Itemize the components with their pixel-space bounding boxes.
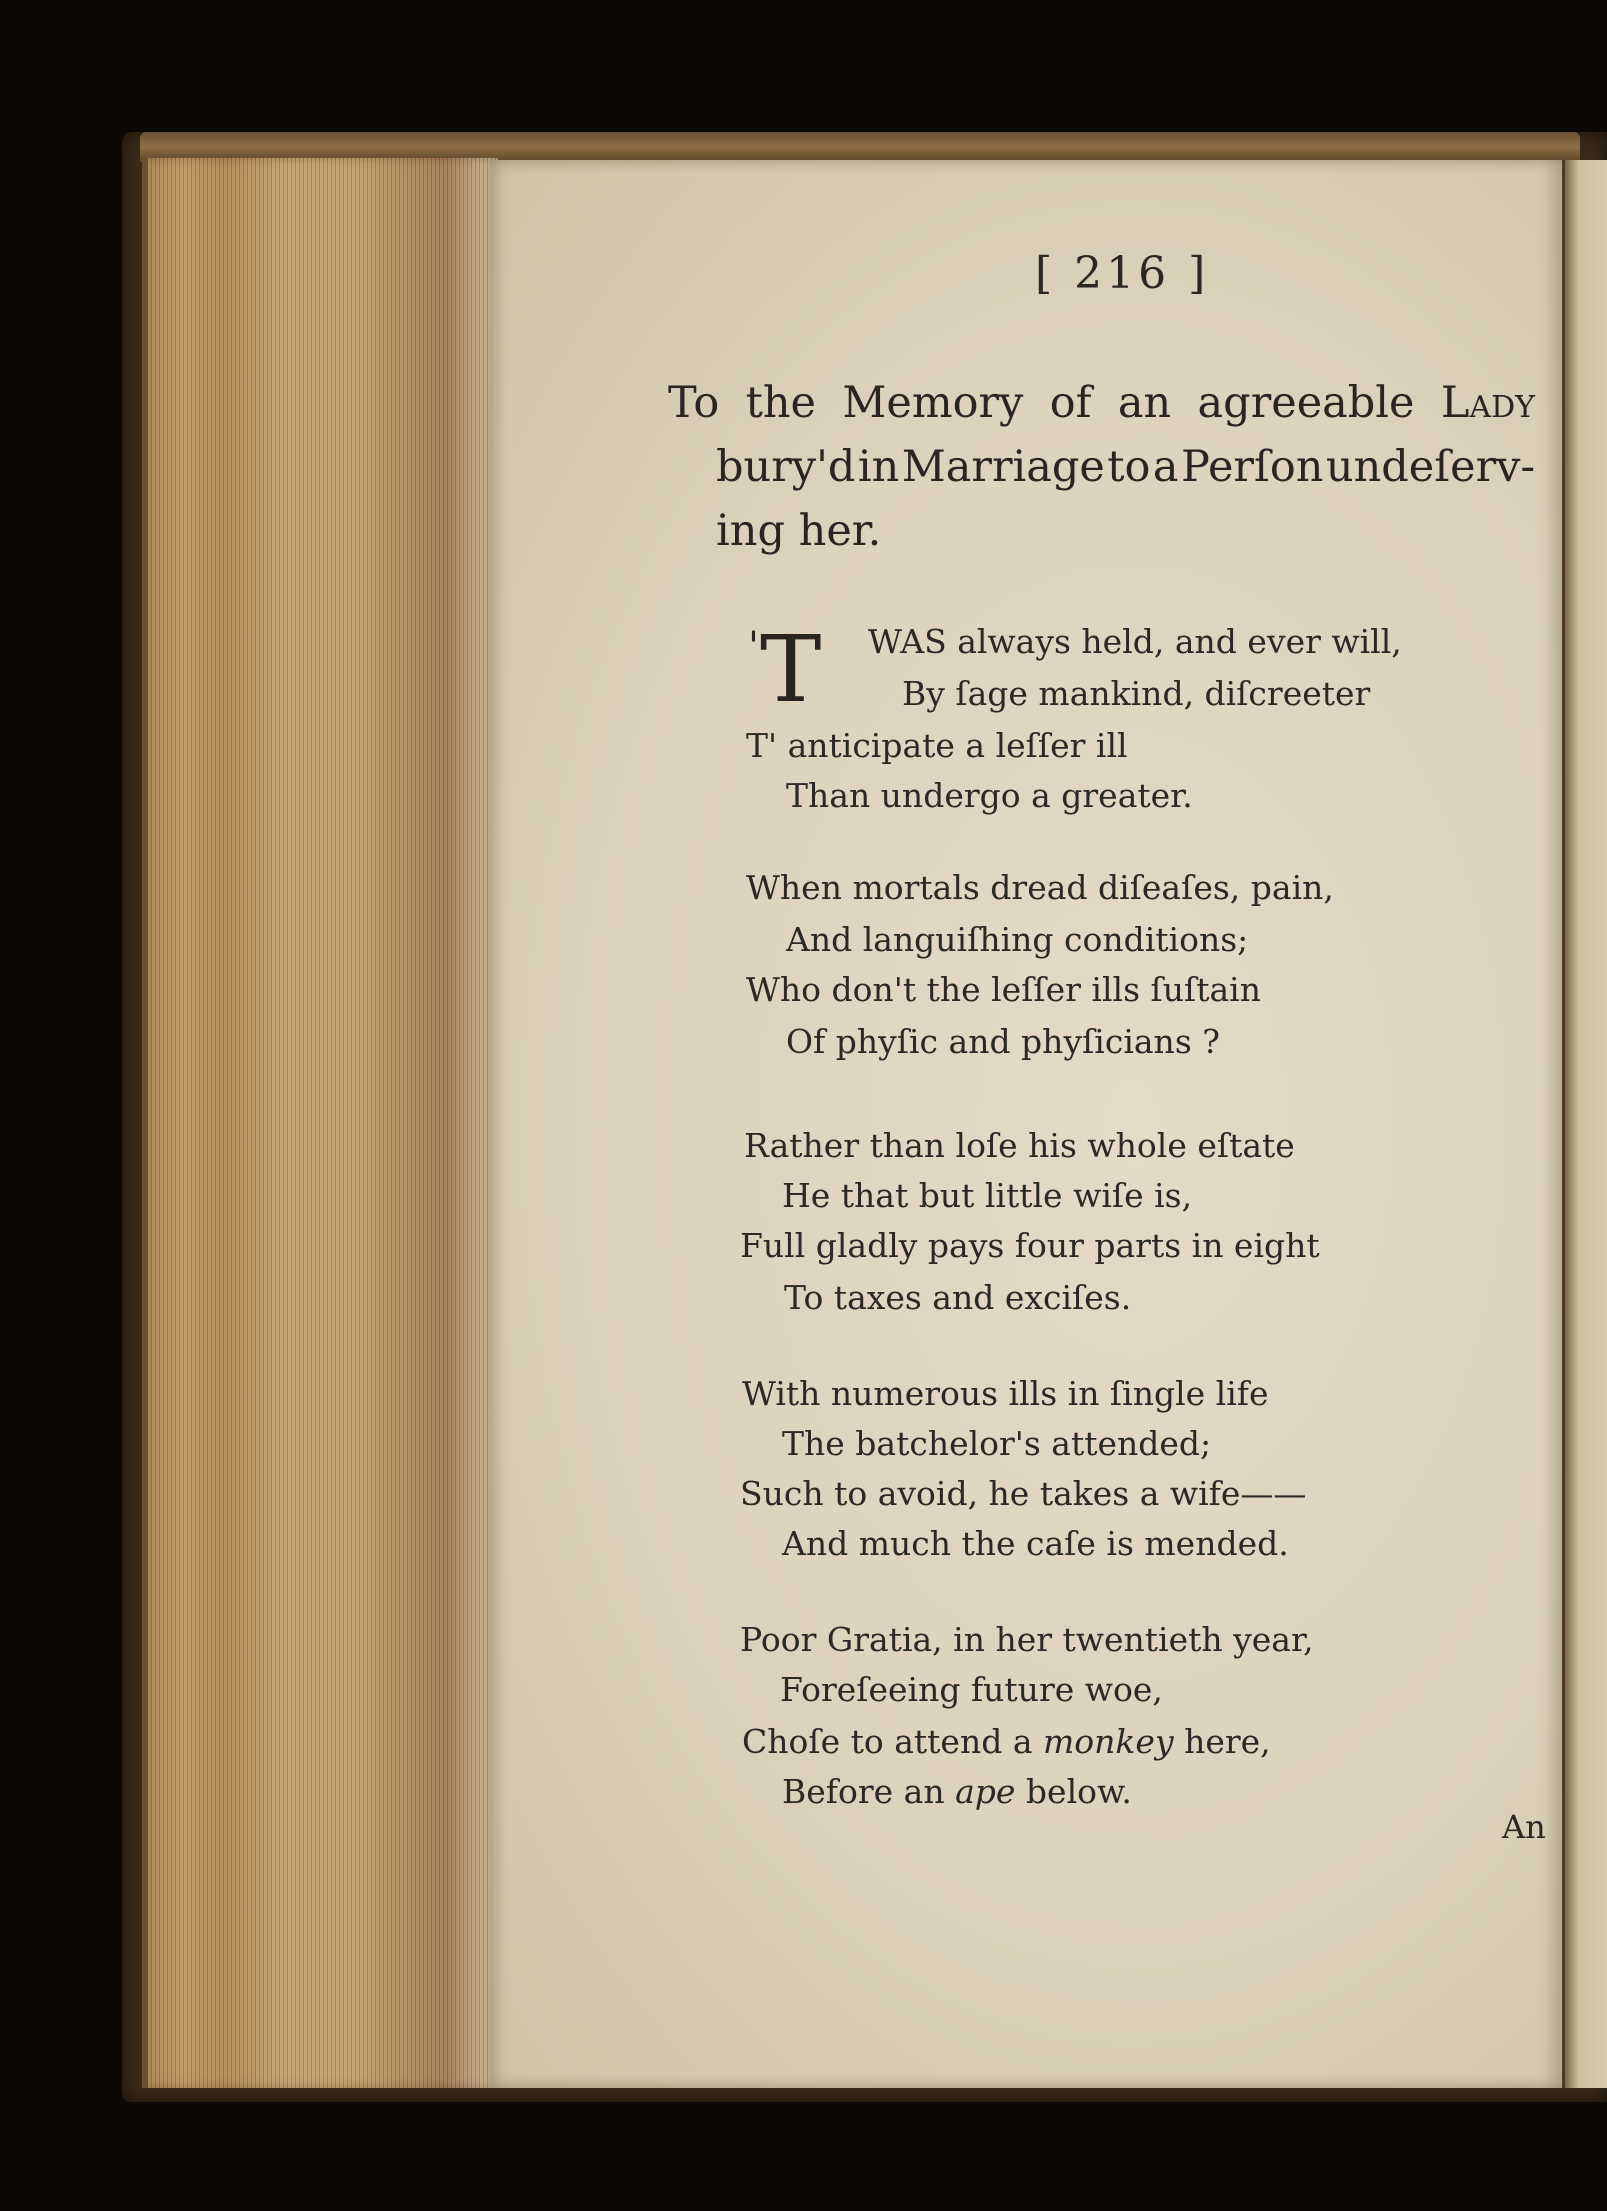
verse-line: And much the caſe is mended. xyxy=(782,1524,1289,1563)
title-word: bury'd xyxy=(716,442,856,492)
verse-line: And languiſhing conditions; xyxy=(786,920,1249,959)
verse-line-with-italic xyxy=(782,1772,1132,1811)
verse-line: Such to avoid, he takes a wife—— xyxy=(740,1474,1307,1513)
italic-word-ape: ape xyxy=(955,1772,1016,1811)
title-word: undeſerv- xyxy=(1325,442,1535,492)
title-word: agreeable xyxy=(1197,378,1415,428)
verse-line: Rather than loſe his whole eſtate xyxy=(744,1126,1295,1165)
verse-line: He that but little wiſe is, xyxy=(782,1176,1193,1215)
poem-title-line-1 xyxy=(668,378,1535,428)
verse-fragment: Before an xyxy=(782,1772,945,1811)
poem-title-line-2 xyxy=(716,442,1535,492)
title-word: in xyxy=(857,442,900,492)
poem-title-line-3: ing her. xyxy=(716,506,882,556)
verse-fragment: Choſe to attend a xyxy=(742,1722,1033,1761)
title-word: to xyxy=(1107,442,1151,492)
title-word: an xyxy=(1117,378,1172,428)
verse-line: T' anticipate a leſſer ill xyxy=(746,726,1128,765)
verse-line: WAS always held, and ever will, xyxy=(868,622,1402,661)
opening-quote-mark: ' xyxy=(748,624,759,670)
title-word: To xyxy=(668,378,720,428)
verse-line: Foreſeeing future woe, xyxy=(780,1670,1163,1709)
title-word: Memory xyxy=(842,378,1024,428)
verse-line: With numerous ills in ſingle life xyxy=(742,1374,1269,1413)
verse-line: Than undergo a greater. xyxy=(786,776,1193,815)
drop-cap: T xyxy=(760,616,822,723)
verse-line: Who don't the leſſer ills ſuſtain xyxy=(746,970,1261,1009)
italic-word-monkey: monkey xyxy=(1043,1722,1174,1761)
title-word: of xyxy=(1049,378,1092,428)
title-word: Perſon xyxy=(1180,442,1324,492)
page-edges xyxy=(142,158,498,2088)
verse-fragment: here, xyxy=(1184,1722,1271,1761)
title-word: the xyxy=(745,378,816,428)
catchword: An xyxy=(1502,1808,1546,1846)
page-number: [ 216 ] xyxy=(1035,248,1210,299)
verse-line: The batchelor's attended; xyxy=(782,1424,1212,1463)
verse-line: By ſage mankind, diſcreeter xyxy=(902,674,1371,713)
verse-line-with-italic xyxy=(742,1722,1271,1761)
verse-fragment: below. xyxy=(1025,1772,1132,1811)
title-word: Lady xyxy=(1440,378,1535,428)
verse-line: Full gladly pays four parts in eight xyxy=(740,1226,1320,1265)
verse-line: When mortals dread diſeaſes, pain, xyxy=(746,868,1334,907)
facing-page-edge xyxy=(1562,160,1607,2088)
verse-line: Of phyſic and phyſicians ? xyxy=(786,1022,1220,1061)
verse-line: To taxes and exciſes. xyxy=(784,1278,1132,1317)
title-word: Marriage xyxy=(901,442,1105,492)
verse-line: Poor Gratia, in her twentieth year, xyxy=(740,1620,1314,1659)
title-word: a xyxy=(1152,442,1179,492)
